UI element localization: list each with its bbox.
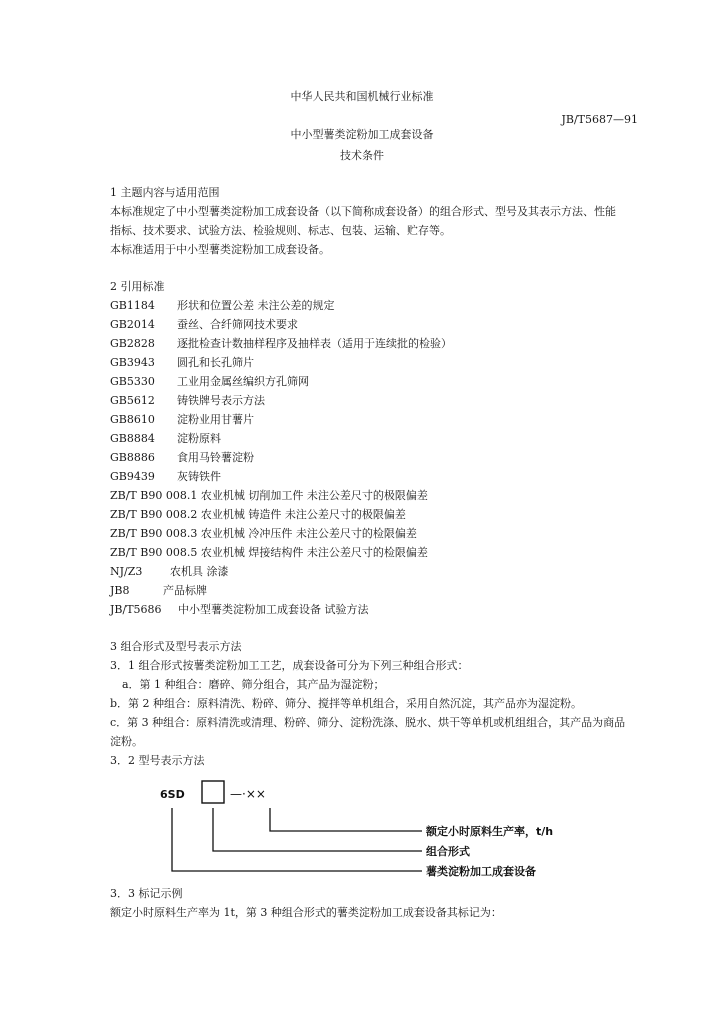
clause-3-3-text: 额定小时原料生产率为 1t，第 3 种组合形式的薯类淀粉加工成套设备其标记为： <box>110 906 502 919</box>
ref-code: GB8886 <box>110 451 155 464</box>
ref-code: GB2014 <box>110 318 155 331</box>
ref-title: 淀粉业用甘薯片 <box>177 413 254 426</box>
section-2-heading: 2 引用标准 <box>110 280 165 293</box>
model-designation-diagram <box>150 778 600 888</box>
ref-title: 淀粉原料 <box>177 432 221 445</box>
ref-zb-3: ZB/T B90 008.3 农业机械 冷冲压件 未注公差尺寸的检限偏差 <box>110 527 417 540</box>
ref-title: 蚕丝、合纤筛网技术要求 <box>177 318 298 331</box>
ref-code: GB8610 <box>110 413 155 426</box>
ref-code: GB2828 <box>110 337 155 350</box>
section-1-para-1b: 指标、技术要求、试验方法、检验规则、标志、包装、运输、贮存等。 <box>110 224 451 237</box>
ref-code: GB3943 <box>110 356 155 369</box>
ref-zb-2: ZB/T B90 008.2 农业机械 铸造件 未注公差尺寸的极限偏差 <box>110 508 406 521</box>
document-subtitle: 技术条件 <box>340 149 384 162</box>
clause-3-2: 3．2 型号表示方法 <box>110 754 205 767</box>
leader-line-2 <box>213 808 422 851</box>
leader-line-1 <box>270 808 422 831</box>
leader-line-3 <box>172 808 422 871</box>
ref-code: NJ/Z3 <box>110 565 143 578</box>
designation-svg <box>150 778 600 888</box>
ref-zb-1: ZB/T B90 008.1 农业机械 切削加工件 未注公差尺寸的极限偏差 <box>110 489 428 502</box>
model-prefix: 6SD <box>160 788 185 801</box>
ref-code: JB8 <box>110 584 130 597</box>
section-1-para-2: 本标准适用于中小型薯类淀粉加工成套设备。 <box>110 243 330 256</box>
item-c-line-1: c．第 3 种组合：原料清洗或清理、粉碎、筛分、淀粉洗涤、脱水、烘干等单机或机组组合，其产品为商品 <box>110 716 626 729</box>
document-title: 中小型薯类淀粉加工成套设备 <box>290 128 434 141</box>
label-equipment-set: 薯类淀粉加工成套设备 <box>426 865 536 878</box>
item-b: b．第 2 种组合：原料清洗、粉碎、筛分、搅拌等单机组合，采用自然沉淀，其产品亦为湿淀粉。 <box>110 697 583 710</box>
ref-title: 灰铸铁件 <box>177 470 221 483</box>
standard-number: JB/T5687—91 <box>561 113 638 126</box>
clause-3-1: 3．1 组合形式按薯类淀粉加工工艺，成套设备可分为下列三种组合形式： <box>110 659 469 672</box>
combination-box <box>202 781 224 803</box>
section-3-heading: 3 组合形式及型号表示方法 <box>110 640 242 653</box>
section-1-heading: 1 主题内容与适用范围 <box>110 186 220 199</box>
ref-zb-5: ZB/T B90 008.5 农业机械 焊接结构件 未注公差尺寸的检限偏差 <box>110 546 428 559</box>
ref-title: 铸铁牌号表示方法 <box>177 394 265 407</box>
ref-code: GB5330 <box>110 375 155 388</box>
ref-title: 工业用金属丝编织方孔筛网 <box>177 375 309 388</box>
model-suffix: —·×× <box>230 787 266 801</box>
ref-title: 逐批检查计数抽样程序及抽样表（适用于连续批的检验） <box>177 337 452 350</box>
ref-title: 圆孔和长孔筛片 <box>177 356 254 369</box>
clause-3-3: 3．3 标记示例 <box>110 887 183 900</box>
ref-title: 中小型薯类淀粉加工成套设备 试验方法 <box>178 603 369 616</box>
label-rated-capacity: 额定小时原料生产率，t/h <box>426 825 554 838</box>
issuing-org: 中华人民共和国机械行业标准 <box>290 90 434 103</box>
ref-title: 形状和位置公差 未注公差的规定 <box>177 299 335 312</box>
ref-code: GB9439 <box>110 470 155 483</box>
ref-title: 农机具 涂漆 <box>170 565 229 578</box>
ref-title: 产品标牌 <box>163 584 207 597</box>
section-1-para-1a: 本标准规定了中小型薯类淀粉加工成套设备（以下简称成套设备）的组合形式、型号及其表示方法、性能 <box>110 205 616 218</box>
ref-code: GB5612 <box>110 394 155 407</box>
label-combination-form: 组合形式 <box>426 845 470 858</box>
item-c-line-2: 淀粉。 <box>110 735 143 748</box>
ref-title: 食用马铃薯淀粉 <box>177 451 254 464</box>
item-a: a．第 1 种组合：磨碎、筛分组合，其产品为湿淀粉； <box>122 678 385 691</box>
ref-code: GB1184 <box>110 299 155 312</box>
ref-code: GB8884 <box>110 432 155 445</box>
ref-code: JB/T5686 <box>110 603 162 616</box>
